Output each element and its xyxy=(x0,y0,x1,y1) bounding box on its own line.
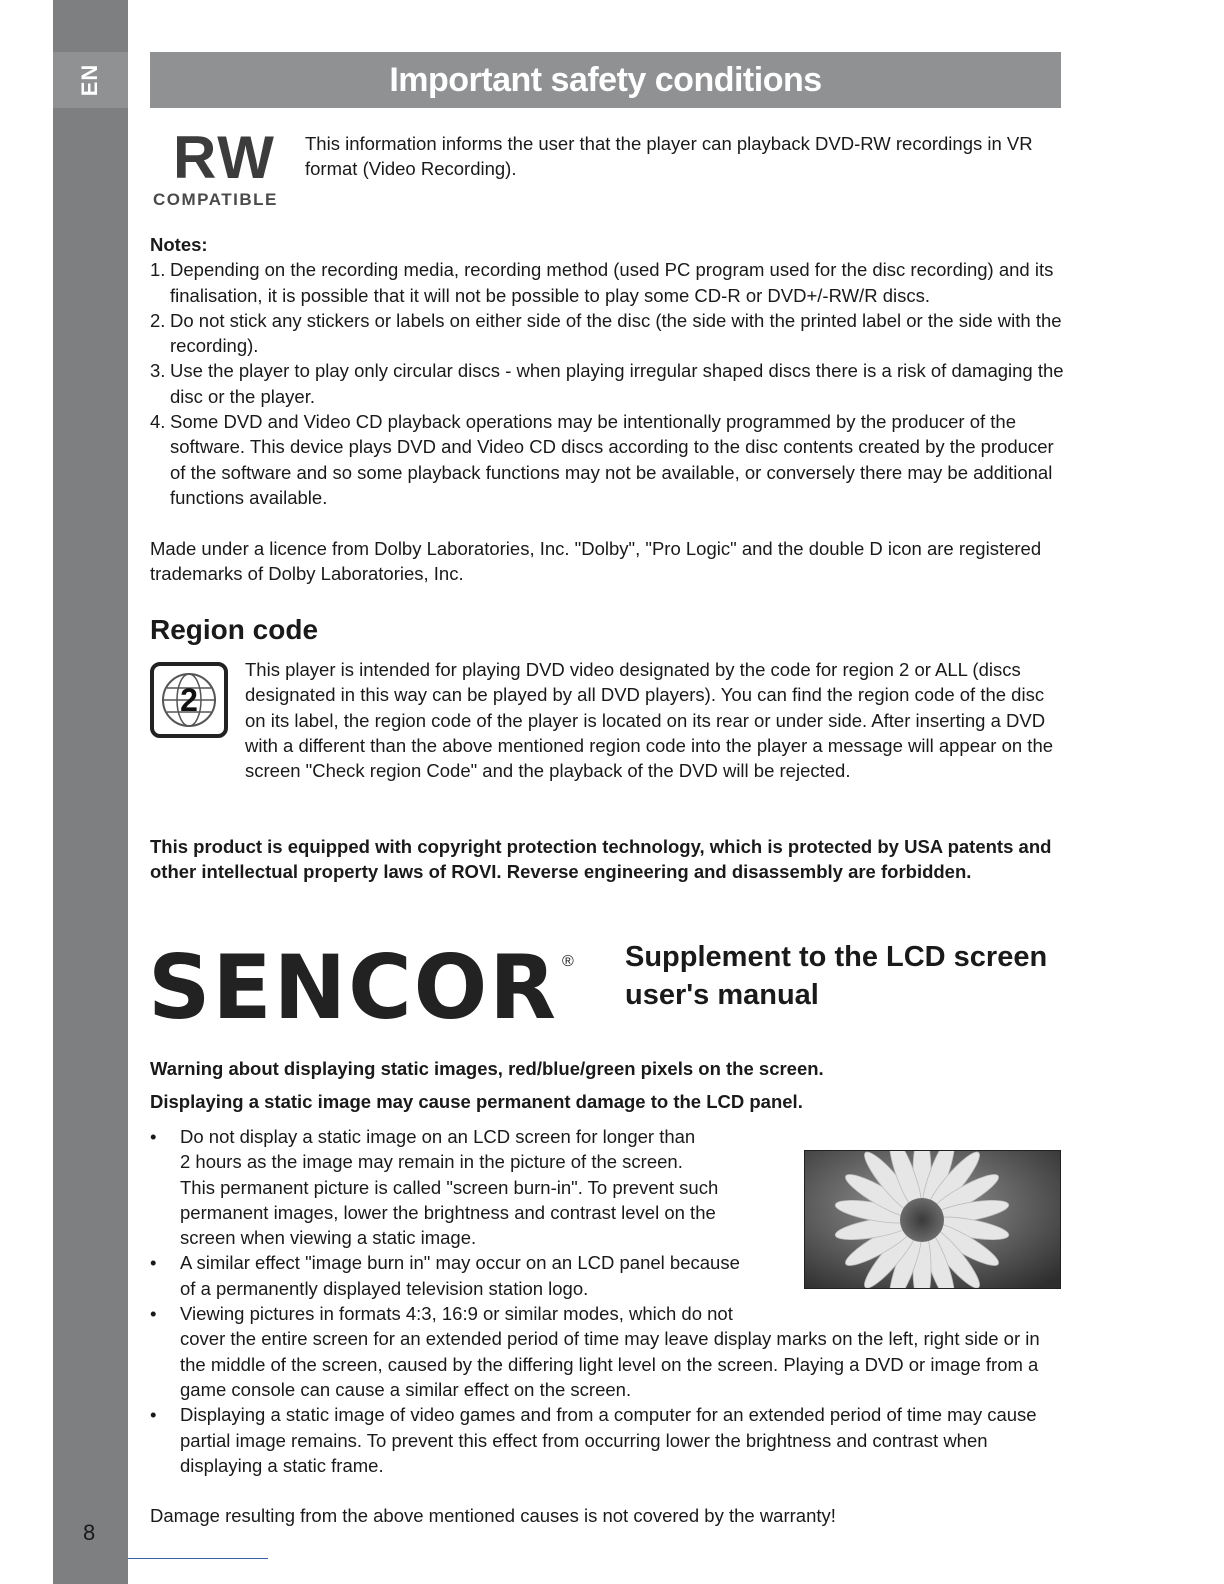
language-label: EN xyxy=(77,63,102,97)
sencor-logo xyxy=(148,940,588,1026)
rw-logo-sub: COMPATIBLE xyxy=(153,190,278,209)
note-text: Some DVD and Video CD playback operations may be intentionally programmed by the producer of the software. This device plays DVD and Video CD discs according to the disc contents created by the producer of the software and so some playback functions may not be available, or conversely there may be additional functions available. xyxy=(170,411,1054,508)
notes-section xyxy=(150,232,1065,510)
page-number: 8 xyxy=(83,1520,96,1545)
note-item xyxy=(150,257,1065,308)
warranty-notice: Damage resulting from the above mentioned causes is not covered by the warranty! xyxy=(150,1505,836,1526)
supplement-title-line2: user's manual xyxy=(625,979,819,1011)
sencor-brand: SENCOR xyxy=(148,940,558,1026)
note-number: 4. xyxy=(150,411,166,433)
note-text: Use the player to play only circular discs - when playing irregular shaped discs there is a risk of damaging the disc or the player. xyxy=(170,360,1064,407)
bullet-text: Viewing pictures in formats 4:3, 16:9 or similar modes, which do not cover the entire screen for an extended period of time may leave display marks on the left, right side or in the middle of the screen, caused by the differing light level on the screen. Playing a DVD or image from a game console can cause a similar effect on the screen. xyxy=(180,1303,1040,1400)
note-item xyxy=(150,409,1065,510)
page-title: Important safety conditions xyxy=(389,60,822,99)
copyright-notice: This product is equipped with copyright protection technology, which is protected by USA patents and other intellectual property laws of ROVI. Reverse engineering and disassembly are forbidden. xyxy=(150,836,1052,883)
region-code-heading: Region code xyxy=(150,614,319,645)
rw-description: This information informs the user that the player can playback DVD-RW recordings in VR format (Video Recording). xyxy=(305,133,1033,180)
registered-mark: ® xyxy=(562,953,574,970)
bullet-dot: • xyxy=(150,1404,157,1426)
side-bar xyxy=(53,0,128,1584)
note-number: 1. xyxy=(150,259,166,281)
region-globe-icon xyxy=(150,662,228,738)
note-number: 3. xyxy=(150,360,166,382)
bullet-item xyxy=(150,1402,1065,1478)
bullet-dot: • xyxy=(150,1126,157,1147)
warning-lcd-damage: Displaying a static image may cause permanent damage to the LCD panel. xyxy=(150,1091,803,1112)
warning-static-images: Warning about displaying static images, red/blue/green pixels on the screen. xyxy=(150,1058,824,1079)
note-item xyxy=(150,358,1065,409)
bullet-text: Displaying a static image of video games and from a computer for an extended period of time may cause partial image remains. To prevent this effect from occurring lower the brightness and contrast when displaying a static frame. xyxy=(180,1404,1037,1476)
title-bar xyxy=(150,52,1061,108)
dolby-notice: Made under a licence from Dolby Laboratories, Inc. "Dolby", "Pro Logic" and the double D icon are registered trademarks of Dolby Laboratories, Inc. xyxy=(150,538,1042,585)
region-description: This player is intended for playing DVD video designated by the code for region 2 or ALL (discs designated in this way can be played by all DVD players). You can find the region code of the disc on its label, the region code of the player is located on its rear or under side. After inserting a DVD with a different than the above mentioned region code into the player a message will appear on the screen "Check region Code" and the playback of the DVD will be rejected. xyxy=(245,659,1054,782)
bullet-item xyxy=(150,1301,1065,1402)
supplement-title xyxy=(625,938,1065,1014)
bullet-text: Do not display a static image on an LCD screen for longer than 2 hours as the image may remain in the picture of the screen. This permanent picture is called "screen burn-in". To prevent such permanent images, lower the brightness and contrast level on the screen when viewing a static image. xyxy=(180,1126,719,1249)
bullet-dot: • xyxy=(150,1303,157,1325)
notes-list xyxy=(150,257,1065,510)
note-text: Do not stick any stickers or labels on either side of the disc (the side with the printed label or the side with the recording). xyxy=(170,309,1062,357)
bullet-dot: • xyxy=(150,1252,157,1274)
note-text: Depending on the recording media, recording method (used PC program used for the disc recording) and its finalisation, it is possible that it will not be possible to play some CD-R or DVD+/-RW/R discs. xyxy=(170,259,1054,306)
burn-in-flower-image xyxy=(804,1150,1061,1289)
rw-compatible-logo xyxy=(153,124,298,210)
note-number: 2. xyxy=(150,309,166,331)
note-item xyxy=(150,308,1065,359)
rw-logo-main: RW xyxy=(173,124,276,191)
bottom-rule xyxy=(128,1558,268,1559)
region-icon-number: 2 xyxy=(180,682,198,718)
bullet-text: A similar effect "image burn in" may occur on an LCD panel because of a permanently displayed television station logo. xyxy=(180,1252,740,1299)
notes-heading: Notes: xyxy=(150,234,208,255)
supplement-title-line1: Supplement to the LCD screen xyxy=(625,941,1048,973)
